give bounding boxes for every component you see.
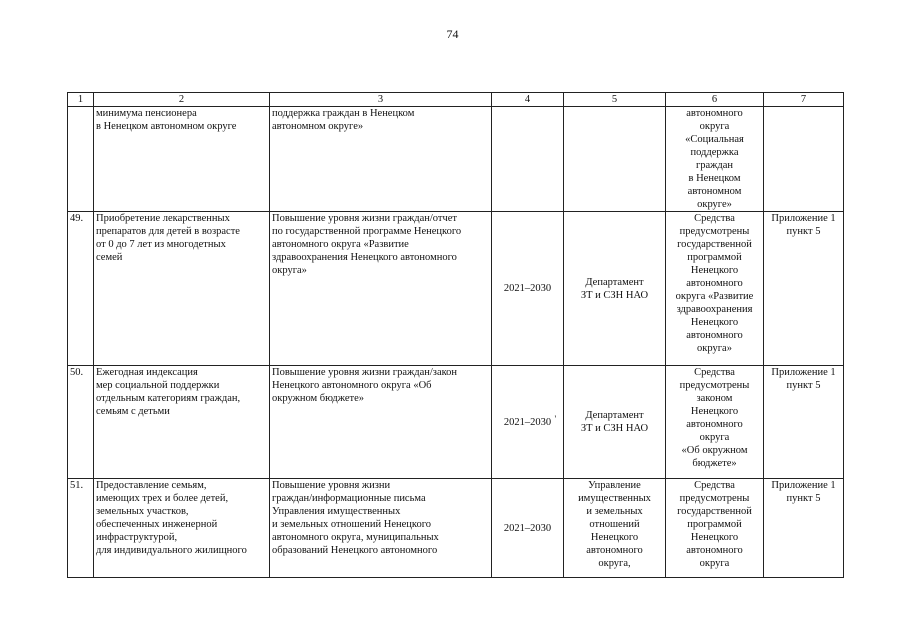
column-number-6: 6 <box>666 93 764 107</box>
result-cell: Повышение уровня жизни граждан/закон Ненецкого автономного округа «Об окружном бюджете» <box>270 366 492 479</box>
note-cell: Приложение 1 пункт 5 <box>764 212 844 366</box>
row-number: 49. <box>68 212 94 366</box>
table-row <box>68 212 844 366</box>
result-cell: Повышение уровня жизни граждан/отчет по государственной программе Ненецкого автономного округа «Развитие здравоохранения Ненецкого автономного округа» <box>270 212 492 366</box>
column-number-3: 3 <box>270 93 492 107</box>
measures-table <box>67 92 844 578</box>
funding-cell: Средства предусмотрены законом Ненецкого автономного округа «Об окружном бюджете» <box>666 366 764 479</box>
result-cell: поддержка граждан в Ненецком автономном округе» <box>270 107 492 212</box>
funding-cell: Средства предусмотрены государственной программой Ненецкого автономного округа «Развитие здравоохранения Ненецкого автономного округа» <box>666 212 764 366</box>
table-row <box>68 479 844 578</box>
column-number-2: 2 <box>94 93 270 107</box>
measure-cell: Ежегодная индексация мер социальной поддержки отдельным категориям граждан, семьям с детьми <box>94 366 270 479</box>
period-cell <box>492 107 564 212</box>
period-cell: 2021–2030 ' <box>492 366 564 479</box>
period-cell: 2021–2030 <box>492 212 564 366</box>
note-cell <box>764 107 844 212</box>
table-header-row <box>68 93 844 107</box>
note-cell: Приложение 1 пункт 5 <box>764 479 844 578</box>
row-number: 51. <box>68 479 94 578</box>
funding-cell: Средства предусмотрены государственной программой Ненецкого автономного округа <box>666 479 764 578</box>
executor-cell: Управление имущественных и земельных отношений Ненецкого автономного округа, <box>564 479 666 578</box>
row-number: 50. <box>68 366 94 479</box>
note-cell: Приложение 1 пункт 5 <box>764 366 844 479</box>
period-mark: ' <box>554 413 557 424</box>
executor-cell: Департамент ЗТ и СЗН НАО <box>564 366 666 479</box>
measure-cell: минимума пенсионера в Ненецком автономном округе <box>94 107 270 212</box>
page-number: 74 <box>446 27 459 41</box>
table-row <box>68 366 844 479</box>
measure-cell: Приобретение лекарственных препаратов для детей в возрасте от 0 до 7 лет из многодетных семей <box>94 212 270 366</box>
column-number-7: 7 <box>764 93 844 107</box>
period-cell: 2021–2030 <box>492 479 564 578</box>
table-row <box>68 107 844 212</box>
measure-cell: Предоставление семьям, имеющих трех и более детей, земельных участков, обеспеченных инженерной инфраструктурой, для индивидуального жилищного <box>94 479 270 578</box>
executor-cell <box>564 107 666 212</box>
executor-cell: Департамент ЗТ и СЗН НАО <box>564 212 666 366</box>
column-number-5: 5 <box>564 93 666 107</box>
funding-cell: автономного округа «Социальная поддержка граждан в Ненецком автономном округе» <box>666 107 764 212</box>
column-number-1: 1 <box>68 93 94 107</box>
result-cell: Повышение уровня жизни граждан/информационные письма Управления имущественных и земельных отношений Ненецкого автономного округа, муниципальных образований Ненецкого автономного <box>270 479 492 578</box>
row-number <box>68 107 94 212</box>
column-number-4: 4 <box>492 93 564 107</box>
